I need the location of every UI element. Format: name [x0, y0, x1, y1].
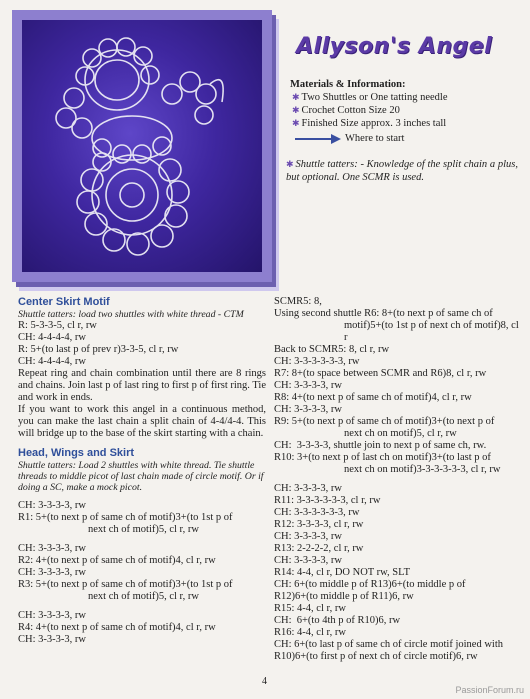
pattern-line: R8: 4+(to next p of same ch of motif)4, cl r, rw — [274, 392, 472, 403]
angel-lace-photo — [22, 20, 262, 272]
paragraph: Repeat ring and chain combination until there are 8 rings and chains. Join last p of last ring to first p of first ring. Tie and work in ends. — [18, 368, 266, 403]
pattern-line: CH: 3-3-3-3, rw — [18, 610, 86, 621]
spacer — [18, 493, 266, 500]
pattern-line: R12)6+(to middle p of R11)6, rw — [274, 591, 414, 602]
flower-bullet-icon: ✱ — [292, 118, 300, 128]
section-heading: Head, Wings and Skirt — [18, 447, 135, 459]
pattern-line-continued: next ch on motif)3-3-3-3-3-3, cl r, rw — [344, 464, 501, 475]
pattern-line: R3: 5+(to next p of same ch of motif)3+(to 1st p of — [18, 579, 233, 590]
pattern-line: R7: 8+(to space between SCMR and R6)8, cl r, rw — [274, 368, 487, 379]
pattern-line: CH: 3-3-3-3, rw — [274, 483, 342, 494]
pattern-line: Back to SCMR5: 8, cl r, rw — [274, 344, 390, 355]
materials-item-text: Finished Size approx. 3 inches tall — [301, 118, 447, 129]
pattern-line: R12: 3-3-3-3, cl r, rw — [274, 519, 364, 530]
materials-item-text: Crochet Cotton Size 20 — [301, 105, 400, 116]
pattern-line: CH: 3-3-3-3, rw — [274, 380, 342, 391]
materials-heading: Materials & Information: — [290, 79, 406, 90]
pattern-line: R9: 5+(to next p of same ch of motif)3+(to next p of — [274, 416, 495, 427]
shuttle-note-text: Shuttle tatters: - Knowledge of the split chain a plus, but optional. One SCMR is used. — [286, 159, 518, 183]
pattern-line: Using second shuttle R6: 8+(to next p of same ch of — [274, 308, 493, 319]
materials-item — [292, 117, 522, 130]
pattern-line: R15: 4-4, cl r, rw — [274, 603, 346, 614]
pattern-line: R4: 4+(to next p of same ch of motif)4, cl r, rw — [18, 622, 216, 633]
spacer — [18, 536, 266, 543]
pattern-line: R13: 2-2-2-2, cl r, rw — [274, 543, 364, 554]
materials-item-text: Two Shuttles or One tatting needle — [301, 92, 448, 103]
photo-frame — [12, 10, 272, 282]
pattern-line: R: 5+(to last p of prev r)3-3-5, cl r, rw — [18, 344, 179, 355]
pattern-line: CH: 3-3-3-3, shuttle join to next p of same ch, rw. — [274, 440, 487, 451]
spacer — [274, 476, 522, 483]
pattern-line: CH: 4-4-4-4, rw — [18, 332, 86, 343]
flower-bullet-icon: ✱ — [286, 159, 294, 169]
where-to-start-label: Where to start — [345, 133, 405, 144]
pattern-line: SCMR5: 8, — [274, 296, 322, 307]
page-number: 4 — [262, 676, 267, 687]
pattern-line: R11: 3-3-3-3-3-3, cl r, rw — [274, 495, 381, 506]
pattern-line: CH: 3-3-3-3, rw — [18, 634, 86, 645]
paragraph: If you want to work this angel in a continuous method, you can make the last chain a split chain of 4-4/4-4. This will bridge up to the base of the skirt starting with a chain. — [18, 404, 266, 439]
where-to-start — [293, 132, 493, 152]
pattern-line: R2: 4+(to next p of same ch of motif)4, cl r, rw — [18, 555, 216, 566]
watermark: PassionForum.ru — [455, 685, 524, 695]
spacer — [18, 603, 266, 610]
pattern-line: CH: 3-3-3-3, rw — [274, 531, 342, 542]
pattern-line: R1: 5+(to next p of same ch of motif)3+(to 1st p of — [18, 512, 233, 523]
pattern-line: CH: 3-3-3-3, rw — [18, 567, 86, 578]
right-column — [274, 296, 522, 663]
pattern-line: CH: 3-3-3-3, rw — [18, 500, 86, 511]
pattern-line-continued: next ch of motif)5, cl r, rw — [88, 591, 199, 602]
materials-section — [282, 78, 522, 130]
pattern-line: CH: 6+(to last p of same ch of circle motif joined with — [274, 639, 503, 650]
instruction-note: Shuttle tatters: Load 2 shuttles with white thread. Tie shuttle threads to middle picot of last chain made of circle motif. Or if doing a SC, make a mock picot. — [18, 460, 264, 493]
section-heading: Center Skirt Motif — [18, 296, 110, 308]
pattern-line: CH: 3-3-3-3-3-3, rw — [274, 507, 360, 518]
pattern-line: CH: 3-3-3-3, rw — [274, 404, 342, 415]
pattern-line-continued: motif)5+(to 1st p of next ch of motif)8, cl r — [344, 320, 522, 343]
instruction-note: Shuttle tatters: load two shuttles with white thread - CTM — [18, 309, 244, 320]
arrow-right-icon — [293, 132, 343, 146]
pattern-line: CH: 6+(to middle p of R13)6+(to middle p of — [274, 579, 466, 590]
materials-item — [292, 104, 522, 117]
flower-bullet-icon: ✱ — [292, 105, 300, 115]
pattern-line-continued: next ch on motif)5, cl r, rw — [344, 428, 457, 439]
pattern-line-continued: next ch of motif)5, cl r, rw — [88, 524, 199, 535]
pattern-line: CH: 3-3-3-3, rw — [274, 555, 342, 566]
pattern-line: CH: 3-3-3-3-3-3, rw — [274, 356, 360, 367]
pattern-line: R: 5-3-3-5, cl r, rw — [18, 320, 97, 331]
pattern-line: CH: 3-3-3-3, rw — [18, 543, 86, 554]
materials-item — [292, 91, 522, 104]
left-column — [18, 296, 266, 646]
pattern-line: CH: 6+(to 4th p of R10)6, rw — [274, 615, 401, 626]
pattern-line: R14: 4-4, cl r, DO NOT rw, SLT — [274, 567, 410, 578]
flower-bullet-icon: ✱ — [292, 92, 300, 102]
pattern-line: CH: 4-4-4-4, rw — [18, 356, 86, 367]
tatted-angel-image — [22, 20, 262, 272]
pattern-line: R10: 3+(to next p of last ch on motif)3+(to last p of — [274, 452, 491, 463]
shuttle-note — [286, 158, 518, 184]
spacer — [18, 440, 266, 447]
pattern-title: Allyson's Angel — [296, 34, 493, 59]
pattern-line: R10)6+(to first p of next ch of circle motif)6, rw — [274, 651, 478, 662]
pattern-line: R16: 4-4, cl r, rw — [274, 627, 346, 638]
